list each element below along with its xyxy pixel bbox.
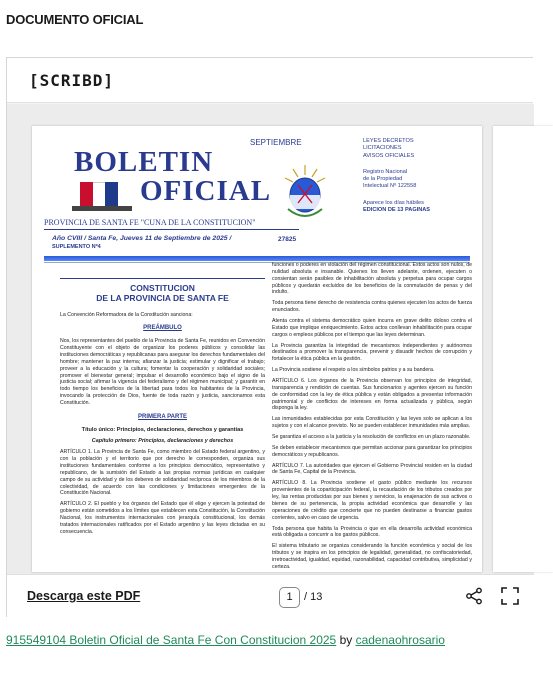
scribd-embed — [6, 57, 533, 617]
next-page-preview — [493, 126, 553, 572]
sidebox-line: Registro Nacional — [363, 168, 408, 175]
sidebox-line: LICITACIONES — [363, 145, 402, 152]
intro-text: La Convención Reformadora de la Constitución sanciona: — [60, 311, 193, 318]
page-counter — [279, 586, 322, 608]
sidebox-line: LEYES DECRETOS — [363, 138, 414, 144]
masthead-issue-number: 27825 — [278, 236, 297, 243]
paragraph: La Provincia garantiza la integridad de mecanismos independientes y autónomos destinados a promover la transparencia, prevenir y disuadir hechos de corrupción y fortalecer la ética pública en la gestión. — [272, 342, 472, 363]
masthead-sidebox — [363, 138, 473, 223]
article-6: ARTÍCULO 6. Los órganos de la Provincia observan los principios de integridad, transparencia y rendición de cuentas. Sus funcionarios y agentes ejercen su función de conformidad con la ley de ética pública y están obligados a presentar información patrimonial y de conflictos de intereses en forma actualizada y pública, según disponga la ley. — [272, 378, 472, 412]
masthead-divider — [44, 229, 299, 230]
paragraph: Se garantiza el acceso a la justicia y la resolución de conflictos en un plazo razonable. — [272, 434, 471, 441]
paragraph: Las inmunidades establecidas por esta Constitución y las leyes solo se aplican a los sujetos y con el alcance previsto. No se pueden establecer inmunidades más amplias. — [272, 416, 472, 430]
current-page-input[interactable]: 1 — [279, 587, 300, 608]
paragraph: La Provincia sostiene el respeto a los símbolos patrios y a su bandera. — [272, 367, 435, 374]
document-caption — [6, 632, 526, 648]
document-right-column — [272, 262, 472, 586]
provincial-seal-icon — [280, 163, 330, 223]
embed-header — [7, 58, 533, 103]
share-icon[interactable] — [465, 587, 483, 605]
article-1: ARTÍCULO 1. La Provincia de Santa Fe, como miembro del Estado federal argentino, y con la población y el territorio que por derecho le corresponden, organiza sus instituciones fundamentales conforme a los principios democrático, representativo y republicano, de la sumisión del Estado a las propias normas jurídicas en cualquier campo de su actividad y de los deberes de solidaridad recíproca de los miembros de la colectividad, de acuerdo con las condiciones y limitaciones emergentes de la Constitución Nacional. — [60, 449, 265, 497]
author-link[interactable]: cadenaohrosario — [355, 633, 445, 647]
paragraph: Atenta contra el sistema democrático quien incurra en grave delito doloso contra el Estado que implique enriquecimiento. Estos actos conllevan inhabilitación para ocupar cargos o empleos públicos por el tiempo que las leyes determinan. — [272, 318, 472, 338]
paragraph: El sistema tributario se organiza considerando la función económica y social de los tributos y se inspira en los principios de legalidad, generalidad, no confiscatoriedad, irretroactividad, igualdad, equidad, razonabilidad, capacidad contributiva, simplicidad y certeza. — [272, 543, 472, 570]
flag-base — [72, 206, 132, 211]
masthead-month: SEPTIEMBRE — [250, 138, 302, 147]
masthead-supplement: SUPLEMENTO Nº4 — [52, 244, 101, 250]
download-pdf-link[interactable]: Descarga este PDF — [27, 589, 141, 603]
constitution-title-line2: DE LA PROVINCIA DE SANTA FE — [96, 292, 229, 303]
total-pages: / 13 — [304, 591, 323, 603]
constitution-title-line1: CONSTITUCION — [130, 283, 195, 293]
article-7: ARTÍCULO 7. La autoridades que ejercen el Gobierno Provincial residen en la ciudad de Santa Fe, Capital de la Provincia. — [272, 462, 472, 476]
embed-footer — [7, 574, 534, 618]
fullscreen-icon[interactable] — [501, 587, 519, 605]
preamble-title: PREÁMBULO — [143, 325, 182, 332]
masthead-title-line2: OFICIAL — [140, 175, 272, 207]
constitution-title — [60, 278, 265, 304]
paragraph: funciones o poderes en violación del régimen constitucional. Estos actos son nulos, de nulidad absoluta e insanable. Quienes los lleven adelante, ordenen, ejecuten o consientan serán pasibles de inhabilitación absoluta y perpetua para ocupar cargos públicos y quedarán excluidos de los beneficios de la conmutación de penas y del indulto. — [272, 262, 472, 296]
document-page — [32, 126, 482, 572]
preamble-text: Nos, los representantes del pueblo de la Provincia de Santa Fe, reunidos en Convención Constituyente con el objeto de organizar los poderes públicos y consolidar las instituciones democráticas y republicanas para asegurar los derechos fundamentales del hombre; mantener la paz interna; afianzar la justicia; estimular y dignificar el trabajo; proveer a la educación y la cultura; fomentar la cooperación y solidaridad sociales; promover el bienestar general; impulsar el desarrollo económico bajo el signo de la justicia social; afirmar la vigencia del federalismo y del régimen municipal; y garantir en todo tiempo los beneficios de la libertad para todos los habitantes de la Provincia, invocando la protección de Dios, fuente de toda razón y justicia, sancionamos esta Constitución. — [60, 338, 265, 407]
sidebox-line: AVISOS OFICIALES — [363, 152, 415, 159]
sidebox-line: Intelectual Nº 122558 — [363, 183, 417, 190]
document-viewer[interactable] — [7, 104, 534, 574]
masthead-province: PROVINCIA DE SANTA FE "CUNA DE LA CONSTITUCION" — [44, 218, 256, 227]
sidebox-line: de la Propiedad — [363, 176, 403, 183]
sidebox-line: Aparece los días hábiles — [363, 199, 424, 206]
article-8: ARTÍCULO 8. La Provincia sostiene el gasto público mediante los recursos provenientes de la coparticipación federal, la recaudación de los tributos creados por ley, las rentas producidas por sus bienes y servicios, la enajenación de sus activos o bienes de su pertenencia, la propia actividad económica que desarrolle y las operaciones de crédito que concierte que no pueden destinarse a financiar gastos corrientes, salvo en caso de urgencia. — [272, 480, 472, 521]
page-heading: DOCUMENTO OFICIAL — [6, 12, 144, 27]
scribd-logo[interactable]: [SCRIBD] — [29, 70, 115, 90]
article-2: ARTÍCULO 2. El pueblo y los órganos del Estado que él elige y ejercen la potestad de gobierno están sometidos a los límites que establecen esta Constitución, la Constitución Nacional, los instrumentos internacionales con jerarquía constitucional, los demás tratados internacionales ratificados por el Estado argentino y las leyes dictadas en su consecuencia. — [60, 501, 265, 535]
part-title: PRIMERA PARTE — [137, 413, 187, 420]
document-left-column — [60, 278, 265, 540]
paragraph: Toda persona que habita la Provincia o que en ella desarrolla actividad económica está obligada a concurrir a los gastos públicos. — [272, 525, 472, 539]
title-unique: Título único: Principios, declaraciones, derechos y garantías — [81, 426, 244, 433]
document-title-link[interactable]: 915549104 Boletin Oficial de Santa Fe Con Constitucion 2025 — [6, 633, 337, 647]
masthead-rule — [44, 256, 470, 261]
sidebox-line: EDICION DE 13 PAGINAS — [363, 206, 431, 213]
chapter-title: Capítulo primero: Principios, declaraciones y derechos — [91, 438, 234, 445]
flag-icon — [80, 182, 118, 208]
caption-by: by — [336, 633, 356, 647]
masthead-date: Año CVIII / Santa Fe, Jueves 11 de Septiembre de 2025 / — [52, 235, 232, 242]
paragraph: Toda persona tiene derecho de resistencia contra quienes ejecuten los actos de fuerza enunciados. — [272, 300, 472, 314]
paragraph: Se deben establecer mecanismos que permitan accionar para garantizar los principios democráticos y republicanos. — [272, 444, 472, 458]
masthead-title-line1: BOLETIN — [74, 146, 214, 178]
